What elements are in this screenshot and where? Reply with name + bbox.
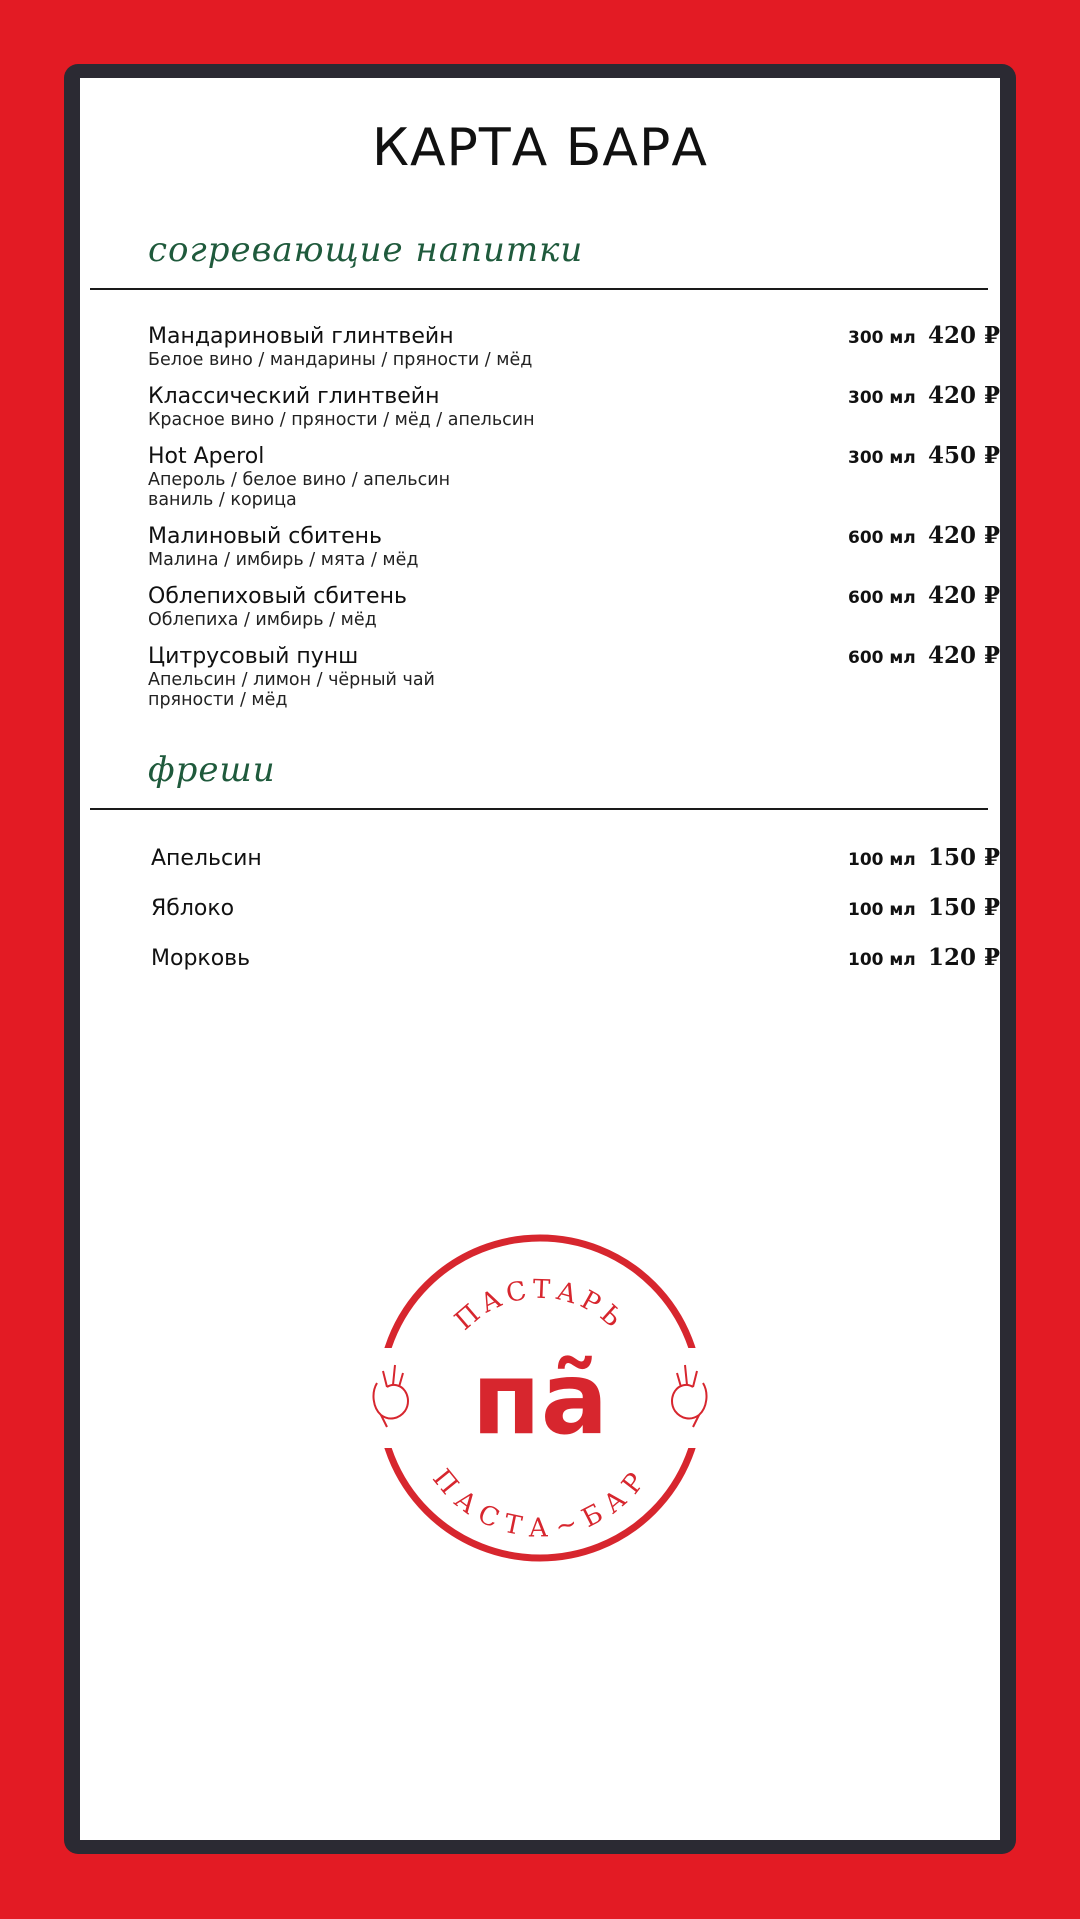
item-volume: 600 мл xyxy=(848,588,916,608)
item-name: Классический глинтвейн xyxy=(148,384,440,409)
item-description: Малина / имбирь / мята / мёд xyxy=(148,550,419,570)
item-price: 150 ₽ xyxy=(928,894,1001,921)
menu-item xyxy=(148,582,1001,630)
menu-sheet xyxy=(80,78,1000,1840)
menu-item xyxy=(148,382,1001,430)
item-name: Hot Aperol xyxy=(148,444,265,469)
item-description: Облепиха / имбирь / мёд xyxy=(148,610,377,630)
item-volume: 300 мл xyxy=(848,328,916,348)
item-price: 420 ₽ xyxy=(928,582,1001,609)
menu-item xyxy=(148,844,1001,872)
menu-item xyxy=(148,642,1001,710)
item-description: Белое вино / мандарины / пряности / мёд xyxy=(148,350,533,370)
logo-top-text: ПАСТАРЬ xyxy=(449,1274,631,1337)
item-volume: 600 мл xyxy=(848,528,916,548)
menu-item xyxy=(148,894,1001,922)
item-description: Красное вино / пряности / мёд / апельсин xyxy=(148,410,535,430)
item-volume: 600 мл xyxy=(848,648,916,668)
item-name: Мандариновый глинтвейн xyxy=(148,324,454,349)
item-volume: 100 мл xyxy=(848,900,916,920)
item-name: Яблоко xyxy=(151,896,235,921)
item-volume: 100 мл xyxy=(848,950,916,970)
menu-item xyxy=(148,322,1001,370)
logo-mark: пã xyxy=(471,1340,609,1457)
item-price: 420 ₽ xyxy=(928,322,1001,349)
item-price: 450 ₽ xyxy=(928,442,1001,469)
item-price: 420 ₽ xyxy=(928,522,1001,549)
item-description: ваниль / корица xyxy=(148,490,297,510)
item-name: Цитрусовый пунш xyxy=(148,644,359,669)
item-description: Апероль / белое вино / апельсин xyxy=(148,470,451,490)
pastar-logo xyxy=(365,1233,715,1563)
page-title: КАРТА БАРА xyxy=(372,118,708,178)
item-price: 420 ₽ xyxy=(928,642,1001,669)
item-description: пряности / мёд xyxy=(148,690,288,710)
item-name: Малиновый сбитень xyxy=(148,524,382,549)
item-name: Апельсин xyxy=(151,846,262,871)
section-title-fresh-juices: фреши xyxy=(148,750,276,790)
section-title-warming-drinks: согревающие напитки xyxy=(148,230,584,270)
item-description: Апельсин / лимон / чёрный чай xyxy=(148,670,435,690)
menu-item xyxy=(148,522,1001,570)
item-price: 120 ₽ xyxy=(928,944,1001,971)
item-name: Облепиховый сбитень xyxy=(148,584,407,609)
item-volume: 100 мл xyxy=(848,850,916,870)
menu-item xyxy=(148,442,1001,510)
section-divider xyxy=(90,288,988,290)
item-volume: 300 мл xyxy=(848,388,916,408)
item-name: Морковь xyxy=(151,946,251,971)
item-price: 420 ₽ xyxy=(928,382,1001,409)
item-price: 150 ₽ xyxy=(928,844,1001,871)
item-volume: 300 мл xyxy=(848,448,916,468)
menu-item xyxy=(148,944,1001,972)
logo-bottom-text: ПАСТА~БАР xyxy=(426,1463,654,1544)
section-divider xyxy=(90,808,988,810)
